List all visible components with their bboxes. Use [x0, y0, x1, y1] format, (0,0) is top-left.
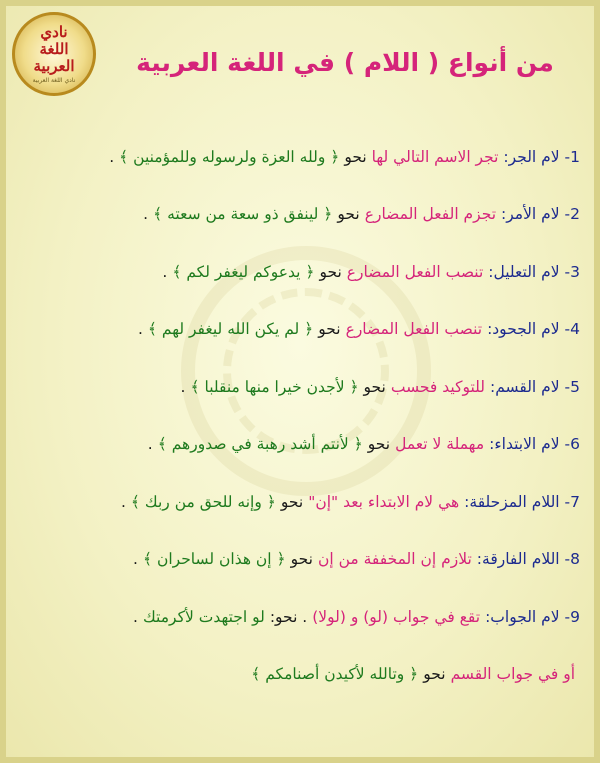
row-description: تجزم الفعل المضارع [364, 205, 497, 224]
row-example: ﴿ لأجدن خيرا منها منقلبا ﴾ [190, 377, 359, 396]
row-example: ﴿ لينفق ذو سعة من سعته ﴾ [153, 205, 333, 224]
row-example-word: نحو [423, 665, 446, 684]
lam-types-list [20, 128, 580, 703]
row-label: 2- لام الأمر: [501, 205, 580, 224]
row-example: ﴿ لأنتم أشد رهبة في صدورهم ﴾ [157, 435, 363, 454]
row-label: 7- اللام المزحلقة: [464, 492, 580, 511]
row-end-punct: . [180, 377, 186, 396]
lam-row [20, 416, 580, 474]
row-end-punct: . [109, 147, 115, 166]
row-description: أو في جواب القسم [450, 665, 575, 684]
row-label: 3- لام التعليل: [488, 262, 580, 281]
row-example: ﴿ وإنه للحق من ربك ﴾ [130, 492, 276, 511]
lam-row [20, 531, 580, 589]
row-example: ﴿ لم يكن الله ليغفر لهم ﴾ [147, 320, 314, 339]
page-title: من أنواع ( اللام ) في اللغة العربية [136, 48, 554, 77]
row-end-punct: . [137, 320, 143, 339]
row-example-word: نحو [290, 550, 313, 569]
row-example-word: . نحو: [269, 607, 308, 626]
row-end-punct: . [133, 607, 138, 626]
row-end-punct: . [162, 262, 168, 281]
row-example-word: نحو [344, 147, 367, 166]
lam-row [20, 128, 580, 186]
row-example-word: نحو [319, 262, 342, 281]
lam-row [20, 588, 580, 646]
row-label: 8- اللام الفارقة: [476, 550, 580, 569]
lam-row [20, 243, 580, 301]
row-description: هي لام الابتداء بعد "إن" [308, 492, 460, 511]
lam-row [20, 301, 580, 359]
row-example: ﴿ يدعوكم ليغفر لكم ﴾ [172, 262, 315, 281]
row-example-word: نحو [367, 435, 391, 454]
row-description: تنصب الفعل المضارع [346, 262, 484, 281]
row-end-punct: . [133, 550, 138, 569]
lam-row [20, 473, 580, 531]
row-example-word: نحو [280, 492, 304, 511]
row-example: ﴿ إن هذان لساحران ﴾ [142, 550, 286, 569]
row-description: تلازم إن المخففة من إن [317, 550, 472, 569]
row-description: مهملة لا تعمل [395, 435, 485, 454]
row-label: 9- لام الجواب: [485, 607, 580, 626]
logo-subtitle: نادي اللغة العربية [32, 77, 76, 84]
row-example: لو اجتهدت لأكرمتك [142, 607, 265, 626]
row-example-word: نحو [337, 205, 360, 224]
lam-row [20, 186, 580, 244]
logo-line-3: العربية [33, 57, 75, 75]
row-description: للتوكيد فحسب [390, 377, 485, 396]
row-example: ﴿ وتالله لأكيدن أصنامكم ﴾ [251, 665, 419, 684]
logo-line-1: نادي [40, 23, 68, 41]
row-example-word: نحو [318, 320, 341, 339]
lam-row [20, 358, 580, 416]
logo-line-2: اللغة [39, 40, 69, 58]
row-example: ﴿ ولله العزة ولرسوله وللمؤمنين ﴾ [119, 147, 340, 166]
lam-row [20, 646, 580, 704]
row-label: 4- لام الجحود: [487, 320, 580, 339]
row-end-punct: . [147, 435, 153, 454]
row-description: تقع في جواب (لو) و (لولا) [312, 607, 481, 626]
row-example-word: نحو [363, 377, 386, 396]
row-label: 6- لام الابتداء: [489, 435, 580, 454]
row-label: 5- لام القسم: [490, 377, 580, 396]
club-logo [12, 12, 96, 96]
row-label: 1- لام الجر: [503, 147, 580, 166]
row-description: تنصب الفعل المضارع [345, 320, 483, 339]
row-end-punct: . [143, 205, 149, 224]
row-end-punct: . [120, 492, 126, 511]
row-description: تجر الاسم التالي لها [371, 147, 499, 166]
